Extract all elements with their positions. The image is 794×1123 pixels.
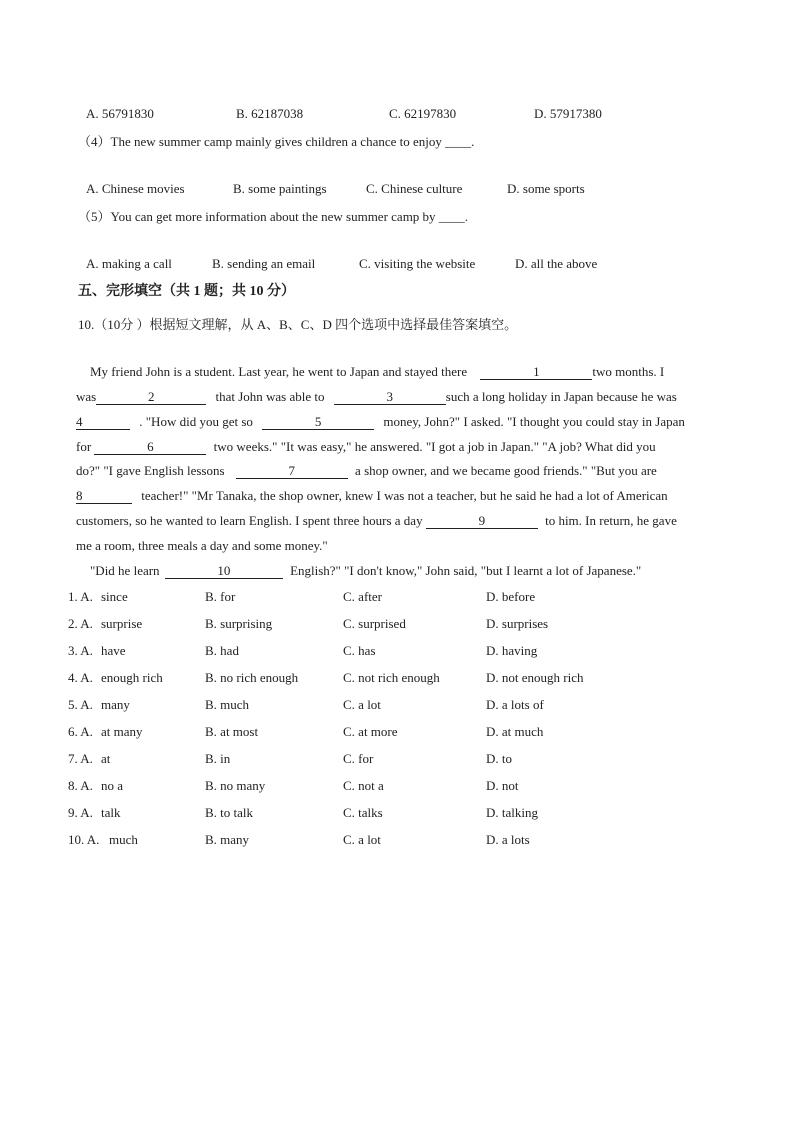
answer-option-d[interactable]: D. before [486, 589, 536, 604]
answer-number: 3. A. [68, 643, 93, 658]
answer-number: 7. A. [68, 751, 93, 766]
answer-option-c[interactable]: C. a lot [343, 697, 381, 712]
blank-5[interactable]: 5 [262, 415, 374, 430]
q3-option-d[interactable]: D. 57917380 [534, 106, 602, 121]
answer-option-d[interactable]: D. surprises [486, 616, 549, 631]
answer-option-b[interactable]: B. for [205, 589, 236, 604]
answer-option-a[interactable]: no a [101, 778, 124, 793]
answer-option-b[interactable]: B. no many [205, 778, 266, 793]
answer-option-a[interactable]: enough rich [101, 670, 163, 685]
blank-2[interactable]: 2 [96, 390, 206, 405]
answer-option-b[interactable]: B. many [205, 832, 250, 847]
blank-3[interactable]: 3 [334, 390, 446, 405]
answer-option-d[interactable]: D. having [486, 643, 538, 658]
answer-option-d[interactable]: D. to [486, 751, 512, 766]
passage-line [76, 463, 657, 479]
answer-option-d[interactable]: D. a lots [486, 832, 530, 847]
answer-number: 9. A. [68, 805, 93, 820]
section-instruction: 10.（10分 ）根据短文理解，从 A、B、C、D 四个选项中选择最佳答案填空。 [78, 317, 518, 332]
passage-text: that John was able to [215, 389, 325, 404]
answer-number: 2. A. [68, 616, 93, 631]
q3-option-a[interactable]: A. 56791830 [86, 106, 154, 121]
blank-9[interactable]: 9 [426, 514, 538, 529]
answer-option-a[interactable]: surprise [101, 616, 143, 631]
blank-6[interactable]: 6 [94, 440, 206, 455]
answer-option-a[interactable]: talk [101, 805, 121, 820]
passage-text: "Did he learn [90, 563, 160, 578]
passage-line [76, 414, 685, 430]
blank-4[interactable]: 4 [76, 415, 130, 430]
answer-option-a[interactable]: many [101, 697, 130, 712]
answer-option-d[interactable]: D. talking [486, 805, 538, 820]
answer-number: 8. A. [68, 778, 93, 793]
answer-number: 4. A. [68, 670, 93, 685]
passage-text: teacher!" "Mr Tanaka, the shop owner, knew I was not a teacher, but he said he had a lot of American [141, 488, 668, 503]
answer-option-d[interactable]: D. a lots of [486, 697, 544, 712]
answer-number: 1. A. [68, 589, 93, 604]
q4-option-a[interactable]: A. Chinese movies [86, 181, 185, 196]
blank-8[interactable]: 8 [76, 489, 132, 504]
q5-option-d[interactable]: D. all the above [515, 256, 598, 271]
passage-text: money, John?" I asked. "I thought you could stay in Japan [383, 414, 685, 429]
passage-text: two months. I [592, 364, 665, 379]
blank-10[interactable]: 10 [165, 564, 283, 579]
blank-7[interactable]: 7 [236, 464, 348, 479]
passage-line [76, 488, 668, 504]
answer-option-c[interactable]: C. a lot [343, 832, 381, 847]
answer-number: 6. A. [68, 724, 93, 739]
q5-option-c[interactable]: C. visiting the website [359, 256, 476, 271]
answer-option-a[interactable]: much [109, 832, 138, 847]
passage-line [90, 364, 664, 380]
answer-option-b[interactable]: B. had [205, 643, 239, 658]
answer-option-d[interactable]: D. not [486, 778, 519, 793]
answer-option-b[interactable]: B. at most [205, 724, 259, 739]
answer-option-c[interactable]: C. not a [343, 778, 384, 793]
answer-option-d[interactable]: D. at much [486, 724, 544, 739]
passage-line [90, 563, 641, 579]
answer-option-c[interactable]: C. at more [343, 724, 398, 739]
q4-stem: （4）The new summer camp mainly gives children a chance to enjoy ____. [78, 134, 475, 149]
answer-option-c[interactable]: C. talks [343, 805, 383, 820]
passage-text: me a room, three meals a day and some money." [76, 538, 328, 553]
answer-option-c[interactable]: C. after [343, 589, 382, 604]
blank-1[interactable]: 1 [480, 365, 592, 380]
answer-option-a[interactable]: at [101, 751, 111, 766]
q5-stem: （5）You can get more information about the new summer camp by ____. [78, 209, 469, 224]
answer-number: 10. A. [68, 832, 100, 847]
answer-number: 5. A. [68, 697, 93, 712]
answer-option-c[interactable]: C. for [343, 751, 374, 766]
passage-line [76, 439, 656, 455]
q4-option-c[interactable]: C. Chinese culture [366, 181, 463, 196]
passage-text: My friend John is a student. Last year, he went to Japan and stayed there [90, 364, 468, 379]
passage-text: do?" "I gave English lessons [76, 463, 225, 478]
answer-option-a[interactable]: at many [101, 724, 143, 739]
q4-option-b[interactable]: B. some paintings [233, 181, 327, 196]
answer-option-b[interactable]: B. no rich enough [205, 670, 299, 685]
q5-option-b[interactable]: B. sending an email [212, 256, 316, 271]
q3-option-c[interactable]: C. 62197830 [389, 106, 457, 121]
section-title: 五、完形填空（共 1 题；共 10 分） [78, 284, 295, 299]
answer-option-b[interactable]: B. much [205, 697, 250, 712]
answer-option-b[interactable]: B. in [205, 751, 231, 766]
answer-option-b[interactable]: B. to talk [205, 805, 254, 820]
answer-option-b[interactable]: B. surprising [205, 616, 273, 631]
passage-text: English?" "I don't know," John said, "but I learnt a lot of Japanese." [290, 563, 642, 578]
passage-text: to him. In return, he gave [545, 513, 677, 528]
passage-line [76, 513, 677, 529]
answer-option-d[interactable]: D. not enough rich [486, 670, 584, 685]
passage-line [76, 389, 677, 405]
passage-text: a shop owner, and we became good friends." "But you are [355, 463, 657, 478]
q4-option-d[interactable]: D. some sports [507, 181, 585, 196]
answer-option-c[interactable]: C. has [343, 643, 376, 658]
answer-option-c[interactable]: C. surprised [343, 616, 406, 631]
passage-text: for [76, 439, 92, 454]
passage-text: such a long holiday in Japan because he was [445, 389, 677, 404]
answer-option-a[interactable]: since [101, 589, 128, 604]
passage-text: customers, so he wanted to learn English. I spent three hours a day [76, 513, 423, 528]
passage-line [76, 538, 328, 554]
q3-option-b[interactable]: B. 62187038 [236, 106, 304, 121]
passage-text: . "How did you get so [139, 414, 253, 429]
q5-option-a[interactable]: A. making a call [86, 256, 172, 271]
passage-text: was [76, 389, 97, 404]
passage-text: two weeks." "It was easy," he answered. "I got a job in Japan." "A job? What did you [213, 439, 656, 454]
answer-option-c[interactable]: C. not rich enough [343, 670, 440, 685]
answer-option-a[interactable]: have [101, 643, 126, 658]
